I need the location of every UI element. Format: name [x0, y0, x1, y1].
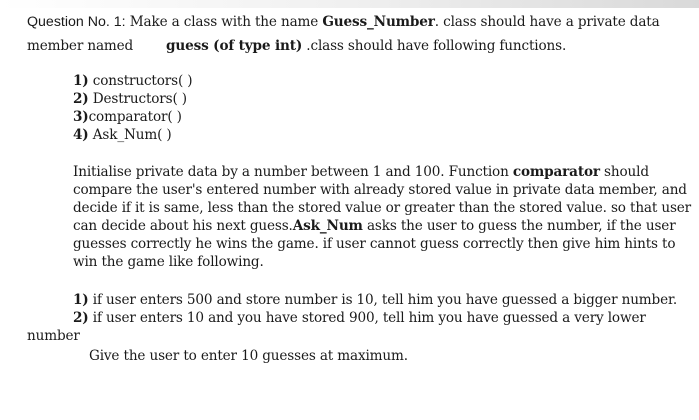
question-text-a: Make a class with the name — [125, 14, 323, 30]
member-name: guess (of type int) — [166, 38, 303, 54]
function-item: 4) Ask_Num( ) — [73, 127, 172, 143]
function-item: 1) constructors( ) — [73, 73, 193, 89]
question-label: Question No. 1: — [27, 14, 126, 30]
paragraph-line: guesses correctly he wins the game. if user cannot guess correctly then give him hints to — [73, 236, 676, 252]
question-line-1 — [27, 13, 660, 31]
class-name: Guess_Number — [322, 14, 435, 30]
hint-item: 2) if user enters 10 and you have stored 900, tell him you have guessed a very lower — [73, 310, 646, 326]
question-text-b: . class should have a private data — [434, 14, 660, 30]
paragraph-line: compare the user's entered number with already stored value in private data member, and — [73, 182, 687, 198]
final-line: Give the user to enter 10 guesses at maximum. — [89, 348, 408, 364]
paragraph-line: can decide about his next guess.Ask_Num asks the user to guess the number, if the user — [73, 218, 676, 234]
member-label: member named — [27, 38, 134, 54]
member-text: .class should have following functions. — [302, 38, 567, 54]
function-item: 3)comparator( ) — [73, 109, 182, 125]
question-line-2 — [27, 37, 133, 55]
paragraph-line: Initialise private data by a number between 1 and 100. Function comparator should — [73, 164, 649, 180]
paragraph-line: win the game like following. — [73, 254, 264, 270]
question-line-2-rest — [166, 37, 566, 55]
hint-wrap: number — [27, 328, 80, 344]
paragraph-line: decide if it is same, less than the stored value or greater than the stored value. so that user — [73, 200, 692, 216]
hint-item: 1) if user enters 500 and store number is 10, tell him you have guessed a bigger number. — [73, 292, 678, 308]
function-item: 2) Destructors( ) — [73, 91, 187, 107]
